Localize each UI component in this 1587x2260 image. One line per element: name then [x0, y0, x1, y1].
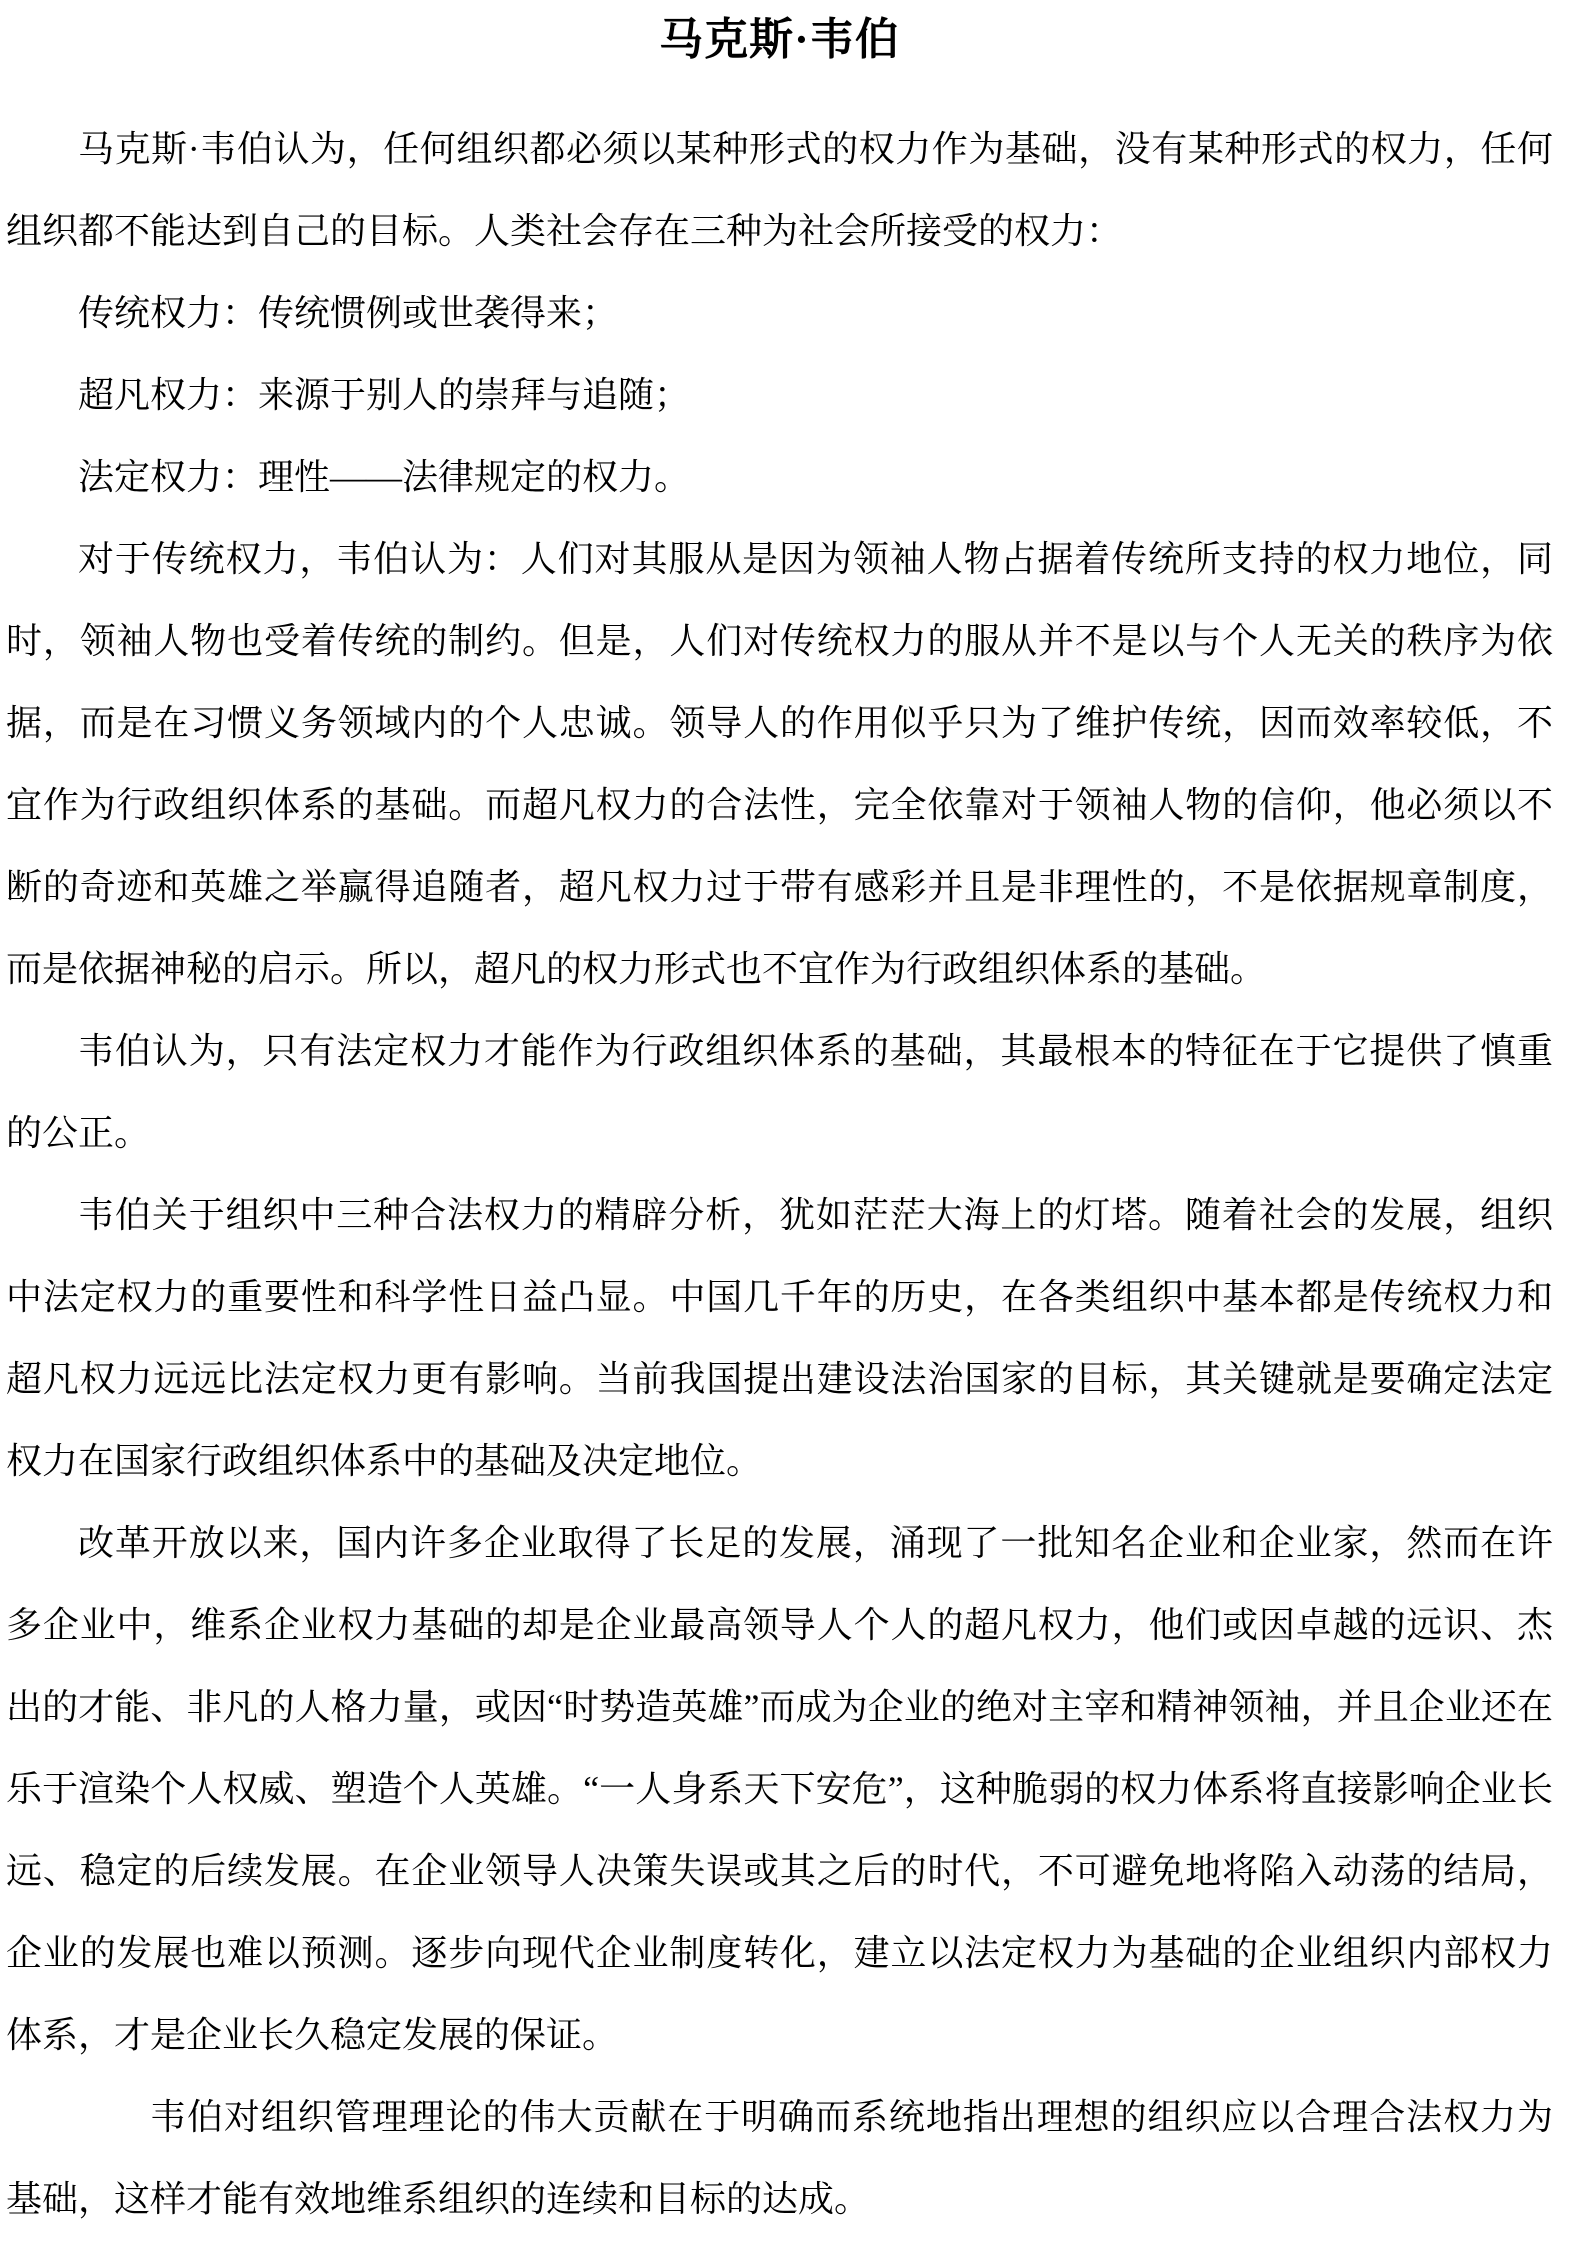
- document-body: [6, 108, 1553, 2240]
- paragraph: 韦伯关于组织中三种合法权力的精辟分析，犹如茫茫大海上的灯塔。随着社会的发展，组织中法定权力的重要性和科学性日益凸显。中国几千年的历史，在各类组织中基本都是传统权力和超凡权力远远比法定权力更有影响。当前我国提出建设法治国家的目标，其关键就是要确定法定权力在国家行政组织体系中的基础及决定地位。: [6, 1195, 1553, 1481]
- paragraph: 超凡权力：来源于别人的崇拜与追随；: [78, 375, 691, 415]
- paragraph: 法定权力：理性——法律规定的权力。: [78, 457, 691, 497]
- paragraph: 改革开放以来，国内许多企业取得了长足的发展，涌现了一批知名企业和企业家，然而在许多企业中，维系企业权力基础的却是企业最高领导人个人的超凡权力，他们或因卓越的远识、杰出的才能、非凡的人格力量，或因“时势造英雄”而成为企业的绝对主宰和精神领袖，并且企业还在乐于渲染个人权威、塑造个人英雄。“一人身系天下安危”，这种脆弱的权力体系将直接影响企业长远、稳定的后续发展。在企业领导人决策失误或其之后的时代，不可避免地将陷入动荡的结局，企业的发展也难以预测。逐步向现代企业制度转化，建立以法定权力为基础的企业组织内部权力体系，才是企业长久稳定发展的保证。: [6, 1523, 1553, 2055]
- paragraph: 韦伯对组织管理理论的伟大贡献在于明确而系统地指出理想的组织应以合理合法权力为基础，这样才能有效地维系组织的连续和目标的达成。: [6, 2097, 1553, 2219]
- document-title: 马克斯·韦伯: [659, 15, 900, 64]
- paragraph: 韦伯认为，只有法定权力才能作为行政组织体系的基础，其最根本的特征在于它提供了慎重的公正。: [6, 1031, 1553, 1153]
- paragraph: 对于传统权力，韦伯认为：人们对其服从是因为领袖人物占据着传统所支持的权力地位，同时，领袖人物也受着传统的制约。但是，人们对传统权力的服从并不是以与个人无关的秩序为依据，而是在习惯义务领域内的个人忠诚。领导人的作用似乎只为了维护传统，因而效率较低，不宜作为行政组织体系的基础。而超凡权力的合法性，完全依靠对于领袖人物的信仰，他必须以不断的奇迹和英雄之举赢得追随者，超凡权力过于带有感彩并且是非理性的，不是依据规章制度，而是依据神秘的启示。所以，超凡的权力形式也不宜作为行政组织体系的基础。: [6, 539, 1553, 989]
- paragraph: 马克斯·韦伯认为，任何组织都必须以某种形式的权力作为基础，没有某种形式的权力，任何组织都不能达到自己的目标。人类社会存在三种为社会所接受的权力：: [6, 129, 1553, 251]
- paragraph: 传统权力：传统惯例或世袭得来；: [78, 293, 619, 333]
